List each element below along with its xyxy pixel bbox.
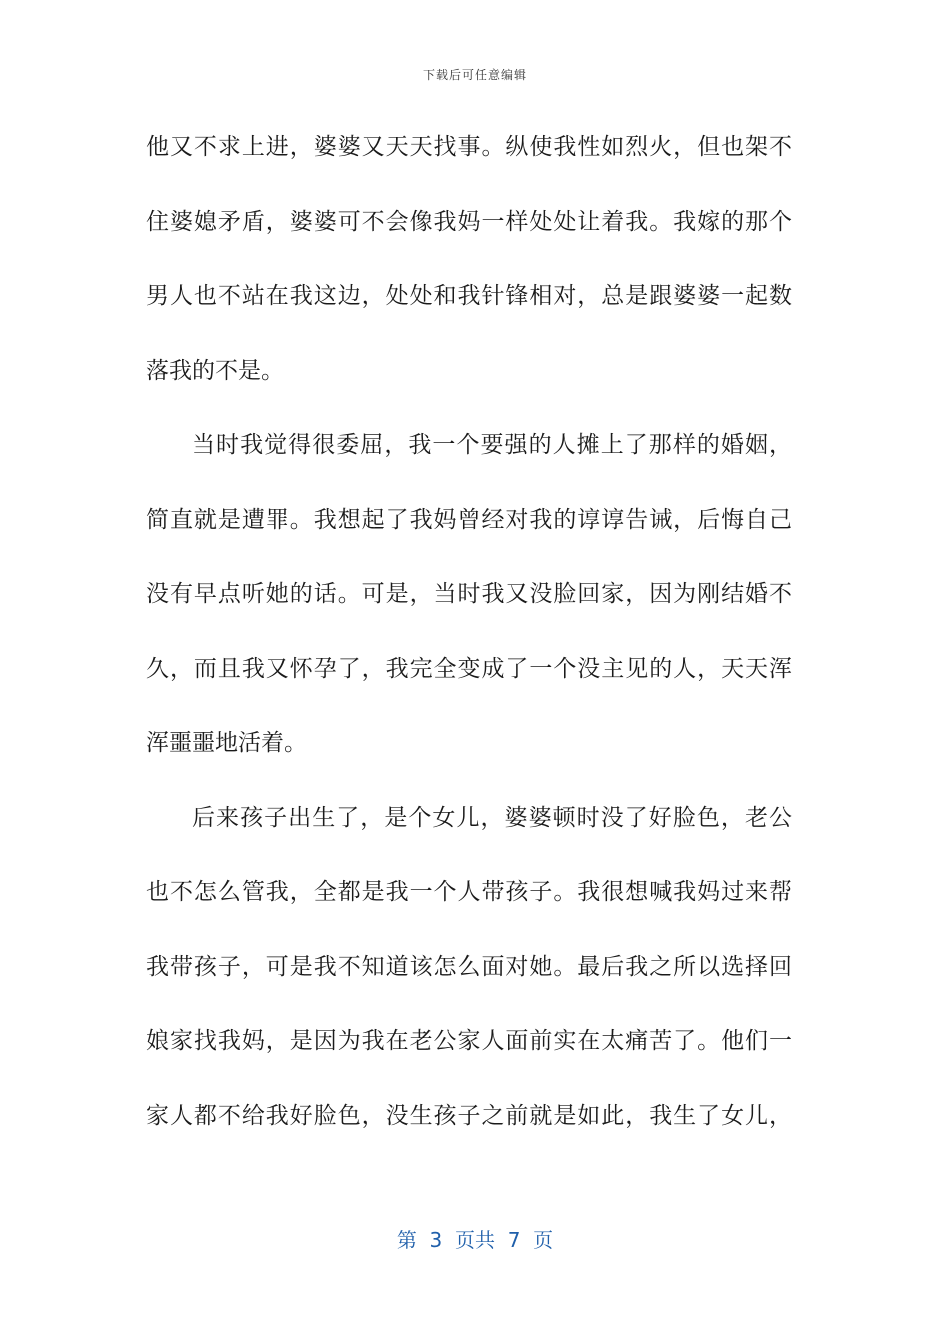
document-body <box>146 110 792 1153</box>
paragraph-3-line-2: 也不怎么管我，全都是我一个人带孩子。我很想喊我妈过来帮 <box>146 879 792 905</box>
paragraph-3-line-3: 我带孩子，可是我不知道该怎么面对她。最后我之所以选择回 <box>146 953 792 980</box>
paragraph-1-line-4: 落我的不是。 <box>146 357 284 384</box>
paragraph-1-line-2: 住婆媳矛盾，婆婆可不会像我妈一样处处让着我。我嫁的那个 <box>146 208 792 235</box>
paragraph-2-line-3: 没有早点听她的话。可是，当时我又没脸回家，因为刚结婚不 <box>146 581 792 607</box>
paragraph-2-line-5: 浑噩噩地活着。 <box>146 730 307 756</box>
paragraph-1-line-1: 他又不求上进，婆婆又天天找事。纵使我性如烈火，但也架不 <box>146 134 792 160</box>
paragraph-3-line-1: 后来孩子出生了，是个女儿，婆婆顿时没了好脸色，老公 <box>192 804 792 831</box>
paragraph-2-line-2: 简直就是遭罪。我想起了我妈曾经对我的谆谆告诫，后悔自己 <box>146 506 792 533</box>
paragraph-2-line-1: 当时我觉得很委屈，我一个要强的人摊上了那样的婚姻， <box>192 432 792 458</box>
paragraph-3-line-4: 娘家找我妈，是因为我在老公家人面前实在太痛苦了。他们一 <box>146 1028 792 1054</box>
page-number-footer: 第 3 页共 7 页 <box>396 1228 554 1252</box>
paragraph-3-line-5: 家人都不给我好脸色，没生孩子之前就是如此，我生了女儿， <box>146 1102 792 1129</box>
paragraph-1-line-3: 男人也不站在我这边，处处和我针锋相对，总是跟婆婆一起数 <box>146 283 792 309</box>
paragraph-2-line-4: 久，而且我又怀孕了，我完全变成了一个没主见的人，天天浑 <box>146 655 792 682</box>
header-note: 下载后可任意编辑 <box>422 68 527 82</box>
